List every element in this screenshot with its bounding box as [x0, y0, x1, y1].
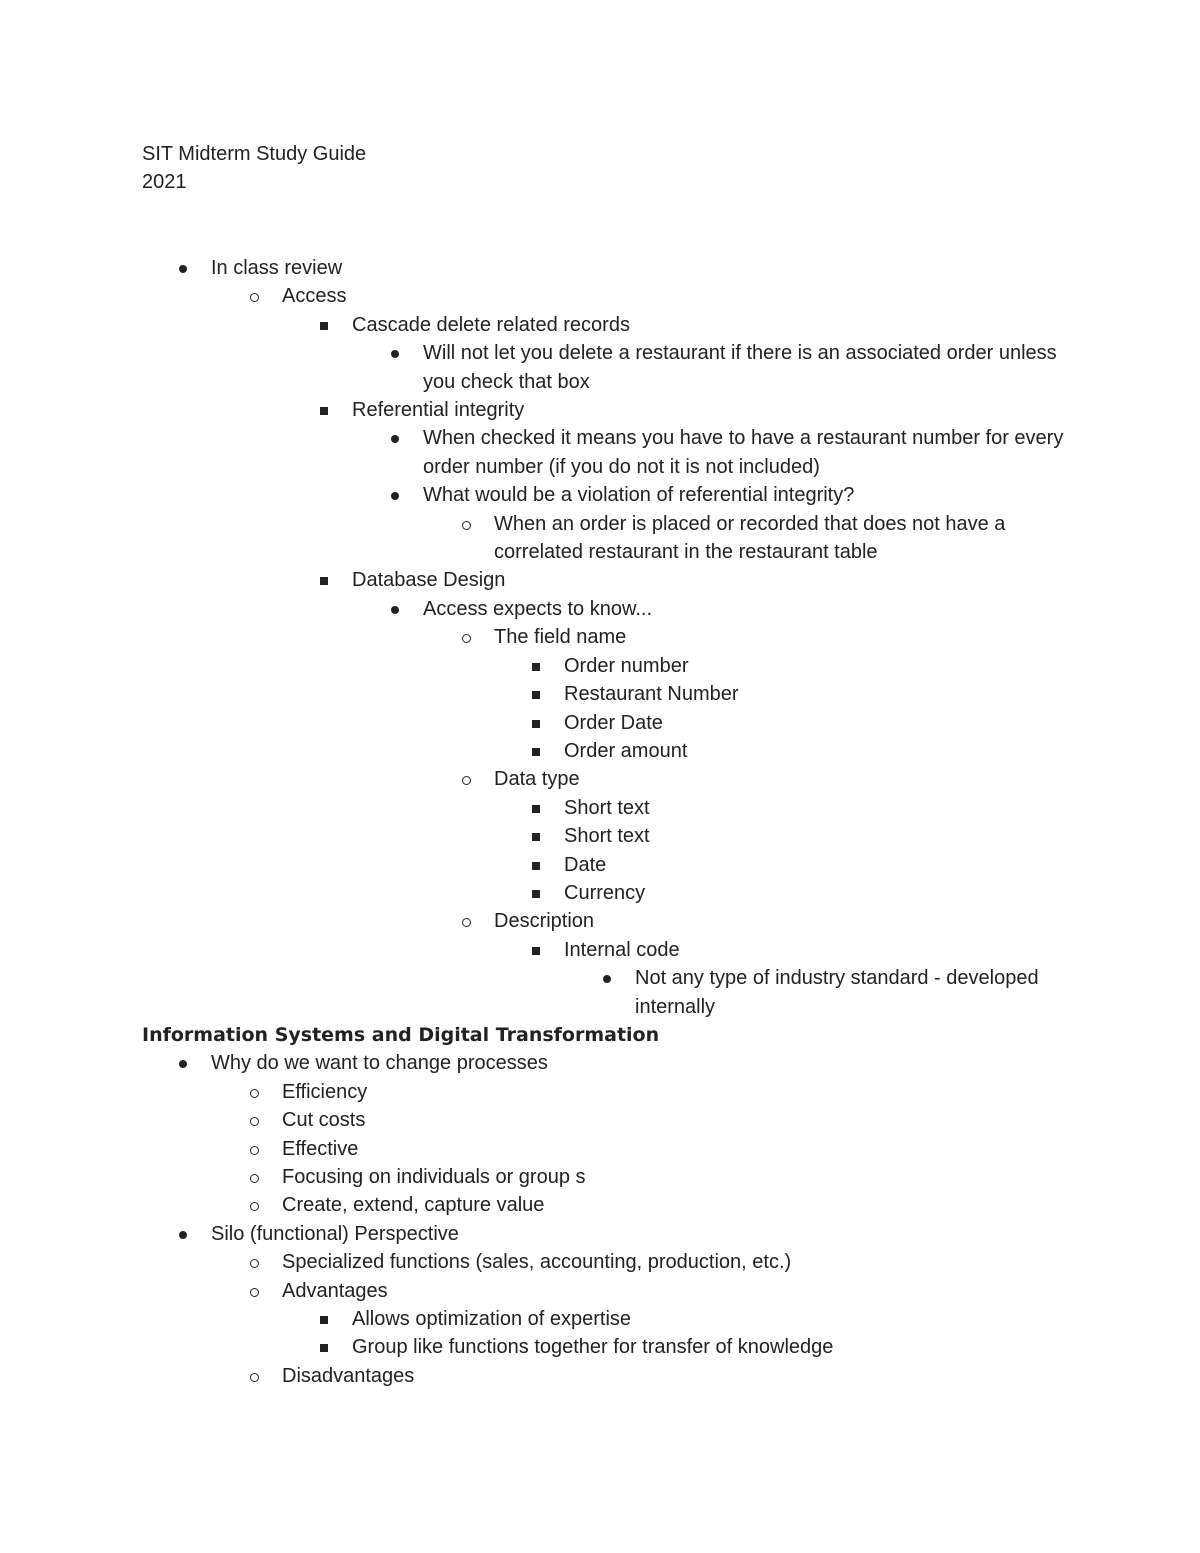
outline-item-text: Cut costs — [282, 1109, 366, 1132]
square-bullet-icon — [530, 794, 544, 822]
outline-item-text: Internal code — [564, 938, 680, 961]
outline-item-text: Group like functions together for transfer of knowledge — [352, 1336, 834, 1359]
outline-item-level-2 — [0, 1191, 1200, 1219]
outline-item-level-2 — [0, 1277, 1200, 1305]
square-bullet-icon — [530, 709, 544, 737]
outline-item-level-6 — [0, 652, 1200, 680]
disc-bullet-icon — [389, 481, 403, 509]
outline-item-level-7 — [0, 964, 1200, 1021]
outline-item-text: Restaurant Number — [564, 683, 739, 706]
square-bullet-icon — [530, 936, 544, 964]
outline-item-level-4 — [0, 339, 1200, 396]
outline-item-text: Order number — [564, 654, 689, 677]
outline-item-level-3 — [0, 396, 1200, 424]
outline-item-level-3 — [0, 1305, 1200, 1333]
outline-item-text: Order amount — [564, 739, 688, 762]
outline-item-text: Access expects to know... — [423, 597, 652, 620]
disc-bullet-icon — [389, 595, 403, 623]
outline-item-level-6 — [0, 737, 1200, 765]
document-title: SIT Midterm Study Guide — [142, 143, 367, 165]
outline-item-text: Silo (functional) Perspective — [211, 1222, 459, 1245]
outline-item-level-2 — [0, 282, 1200, 310]
document-year: 2021 — [142, 171, 187, 194]
outline-item-level-2 — [0, 1078, 1200, 1106]
outline-item-text: Efficiency — [282, 1080, 368, 1103]
outline-item-level-5 — [0, 765, 1200, 793]
outline-item-text: Date — [564, 853, 607, 876]
outline-item-level-6 — [0, 822, 1200, 850]
outline-item-text: Description — [494, 910, 595, 933]
outline-item-level-6 — [0, 936, 1200, 964]
circle-bullet-icon — [248, 1191, 262, 1219]
outline-item-level-1 — [0, 1220, 1200, 1248]
study-guide-outline — [0, 254, 1200, 1390]
circle-bullet-icon — [248, 1135, 262, 1163]
square-bullet-icon — [530, 851, 544, 879]
square-bullet-icon — [318, 396, 332, 424]
outline-item-text: In class review — [211, 257, 343, 279]
circle-bullet-icon — [248, 1163, 262, 1191]
circle-bullet-icon — [460, 623, 474, 651]
circle-bullet-icon — [248, 1078, 262, 1106]
outline-item-text: Data type — [494, 768, 580, 791]
disc-bullet-icon — [601, 964, 615, 992]
outline-item-level-6 — [0, 794, 1200, 822]
disc-bullet-icon — [389, 424, 403, 452]
outline-item-text: The field name — [494, 626, 627, 649]
outline-item-level-1 — [0, 254, 1200, 282]
outline-item-text: Order Date — [564, 711, 663, 734]
outline-item-level-3 — [0, 311, 1200, 339]
outline-item-level-2 — [0, 1106, 1200, 1134]
square-bullet-icon — [530, 879, 544, 907]
circle-bullet-icon — [460, 907, 474, 935]
outline-item-text: Why do we want to change processes — [211, 1052, 548, 1075]
square-bullet-icon — [530, 737, 544, 765]
square-bullet-icon — [530, 652, 544, 680]
outline-item-text: Specialized functions (sales, accounting, production, etc.) — [282, 1251, 792, 1274]
outline-item-text: Cascade delete related records — [352, 313, 630, 336]
outline-item-text: What would be a violation of referential integrity? — [423, 484, 855, 507]
outline-item-level-6 — [0, 709, 1200, 737]
outline-item-text: Focusing on individuals or group s — [282, 1166, 586, 1188]
outline-item-level-2 — [0, 1248, 1200, 1276]
outline-item-level-2 — [0, 1135, 1200, 1163]
outline-item-level-5 — [0, 510, 1200, 567]
circle-bullet-icon — [248, 282, 262, 310]
square-bullet-icon — [318, 566, 332, 594]
outline-item-text: Will not let you delete a restaurant if there is an associated order unless you check that box — [423, 342, 1057, 393]
document-header — [142, 140, 366, 197]
outline-item-level-2 — [0, 1163, 1200, 1191]
square-bullet-icon — [530, 822, 544, 850]
outline-item-level-6 — [0, 879, 1200, 907]
outline-item-text: Effective — [282, 1137, 359, 1160]
disc-bullet-icon — [177, 1049, 191, 1077]
outline-item-text: Short text — [564, 796, 650, 819]
outline-item-level-2 — [0, 1362, 1200, 1390]
outline-item-text: Advantages — [282, 1279, 388, 1302]
outline-item-level-6 — [0, 851, 1200, 879]
square-bullet-icon — [318, 311, 332, 339]
outline-item-text: Allows optimization of expertise — [352, 1308, 632, 1331]
disc-bullet-icon — [177, 254, 191, 282]
disc-bullet-icon — [389, 339, 403, 367]
outline-item-level-5 — [0, 907, 1200, 935]
circle-bullet-icon — [460, 765, 474, 793]
outline-item-level-1 — [0, 1049, 1200, 1077]
outline-item-level-4 — [0, 595, 1200, 623]
outline-item-level-4 — [0, 424, 1200, 481]
outline-item-text: Referential integrity — [352, 399, 525, 422]
square-bullet-icon — [530, 680, 544, 708]
circle-bullet-icon — [248, 1106, 262, 1134]
outline-item-level-3 — [0, 1333, 1200, 1361]
outline-item-text: Access — [282, 285, 347, 308]
outline-item-text: When an order is placed or recorded that does not have a correlated restaurant in the restaurant table — [494, 512, 1006, 564]
outline-item-text: Create, extend, capture value — [282, 1194, 545, 1217]
outline-item-text: When checked it means you have to have a restaurant number for every order number (if you do not it is not included) — [423, 427, 1064, 478]
outline-item-level-6 — [0, 680, 1200, 708]
outline-item-level-5 — [0, 623, 1200, 651]
outline-item-text: Disadvantages — [282, 1364, 415, 1387]
circle-bullet-icon — [248, 1277, 262, 1305]
section-heading: Information Systems and Digital Transformation — [142, 1023, 660, 1046]
disc-bullet-icon — [177, 1220, 191, 1248]
outline-item-text: Not any type of industry standard - developed internally — [635, 967, 1039, 1018]
outline-item-level-3 — [0, 566, 1200, 594]
outline-item-text: Currency — [564, 881, 646, 904]
circle-bullet-icon — [248, 1248, 262, 1276]
outline-item-text: Database Design — [352, 569, 506, 592]
circle-bullet-icon — [248, 1362, 262, 1390]
outline-item-level-4 — [0, 481, 1200, 509]
square-bullet-icon — [318, 1305, 332, 1333]
outline-item-text: Short text — [564, 825, 650, 848]
square-bullet-icon — [318, 1333, 332, 1361]
circle-bullet-icon — [460, 510, 474, 538]
